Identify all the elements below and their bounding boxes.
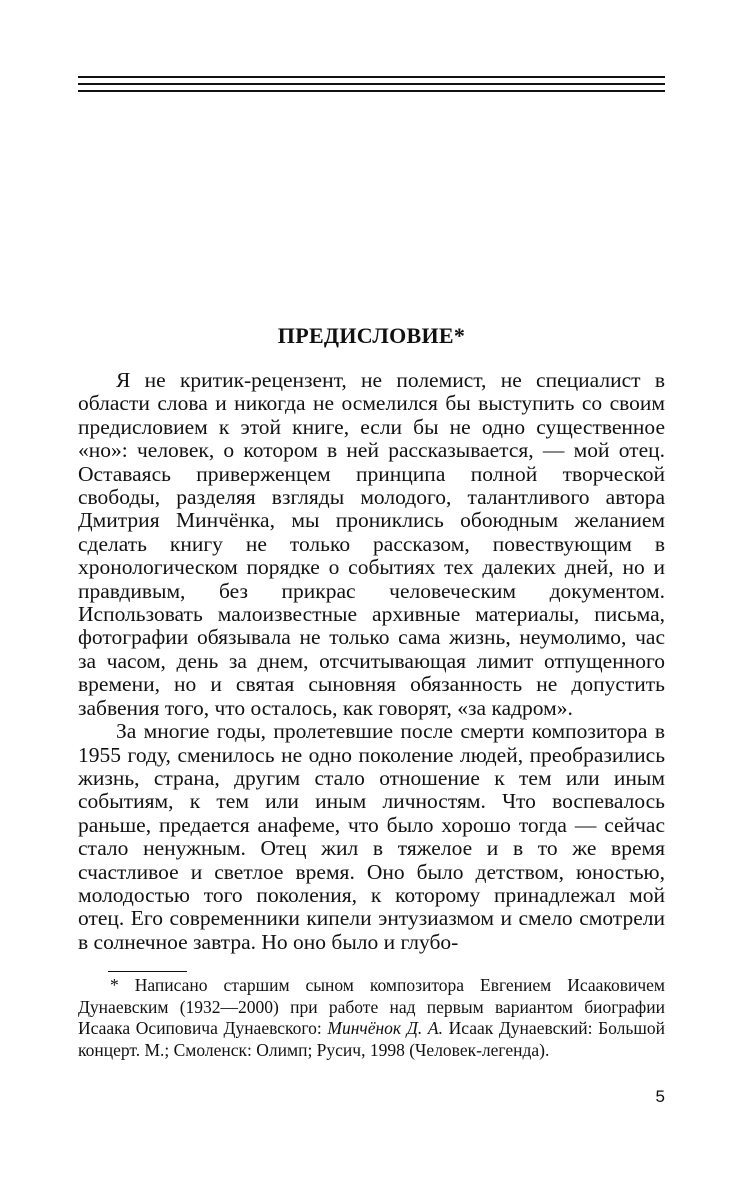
- footnote-separator: [108, 971, 187, 972]
- footnote-text-start: * Написано старшим сыном композитора Евгением Исааковичем Дунаевским (1932—2000) при работе над первым вариантом биографии Исаака Осиповича Дунаевского:: [78, 975, 665, 1038]
- page-title: ПРЕДИСЛОВИЕ*: [277, 323, 466, 348]
- paragraph-1: Я не критик-рецензент, не полемист, не специалист в области слова и никогда не осмелился бы выступить со своим предисловием к этой книге, если бы не одно существенное «но»: человек, о котором в ней рассказывается, — мой отец. Оставаясь приверженцем принципа полной творческой свободы, разделяя взгляды молодого, талантливого автора Дмитрия Минчёнка, мы прониклись обоюдным желанием сделать книгу не только рассказом, повествующим в хронологическом порядке о событиях тех далеких дней, но и правдивым, без прикрас человеческим документом. Использовать малоизвестные архивные материалы, письма, фотографии обязывала не только сама жизнь, неумолимо, час за часом, день за днем, отсчитывающая лимит отпущенного времени, но и святая сыновняя обязанность не допустить забвения того, что осталось, как говорят, «за кадром».: [78, 368, 665, 720]
- header-rule-top: [78, 76, 665, 78]
- paragraph-2: За многие годы, пролетевшие после смерти композитора в 1955 году, сменилось не одно поколение людей, преобразились жизнь, страна, другим стало отношение к тем или иным событиям, к тем или иным личностям. Что воспевалось раньше, предается анафеме, что было хорошо тогда — сейчас стало ненужным. Отец жил в тяжелое и в то же время счастливое и светлое время. Оно было детством, юностью, молодостью того поколения, к которому принадлежал мой отец. Его современники кипели энтузиазмом и смело смотрели в солнечное завтра. Но оно было и глубо-: [78, 719, 665, 954]
- header-rule-bottom: [78, 90, 665, 92]
- page-number: 5: [655, 1087, 665, 1106]
- footnote: [78, 975, 665, 1061]
- footnote-text-end: Исаак Дунаевский: Большой концерт. М.; Смоленск: Олимп; Русич, 1998 (Человек-легенда).: [78, 1018, 665, 1060]
- main-text: [78, 369, 665, 954]
- header-rule-middle: [78, 83, 665, 85]
- footnote-author-italic: Минчёнок Д. А.: [327, 1018, 443, 1038]
- footnote-text: [78, 975, 665, 1061]
